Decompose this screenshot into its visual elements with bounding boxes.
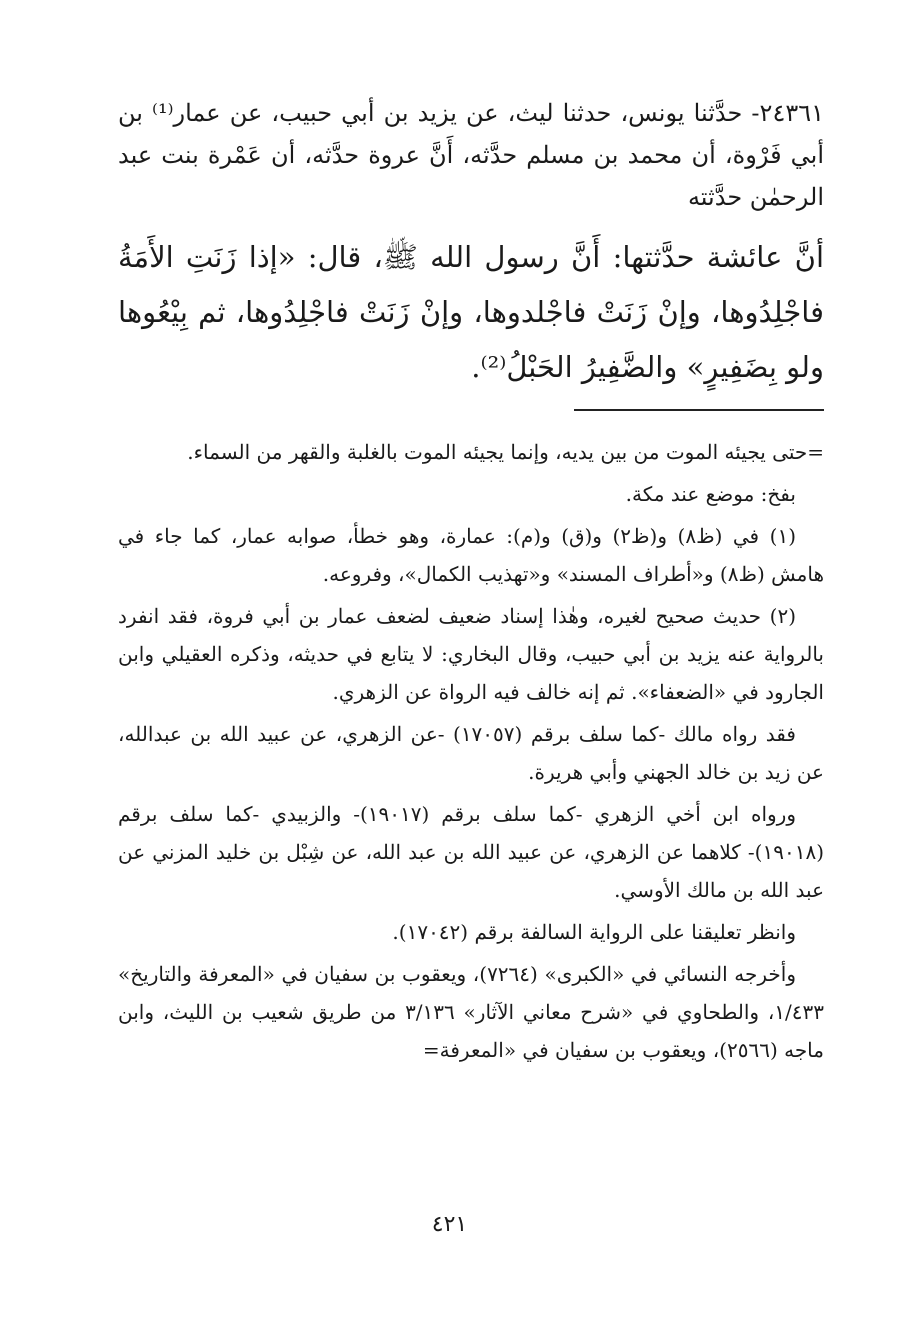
footnote-4: فقد رواه مالك -كما سلف برقم (١٧٠٥٧) -عن الزهري، عن عبيد الله بن عبدالله، عن زيد بن خالد الجهني وأبي هريرة. [118,722,824,784]
footnote-2: (١) في (ظ٨) و(ظ٢) و(ق) و(م): عمارة، وهو خطأ، صوابه عمار، كما جاء في هامش (ظ٨) و«أطراف المسند» و«تهذيب الكمال»، وفروعه. [118,524,824,586]
footnote-7: وأخرجه النسائي في «الكبرى» (٧٢٦٤)، ويعقوب بن سفيان في «المعرفة والتاريخ» ١/٤٣٣، والطحاوي في «شرح معاني الآثار» ٣/١٣٦ من طريق شعيب بن الليث، وابن ماجه (٢٥٦٦)، ويعقوب بن سفيان في «المعرفة= [118,962,825,1062]
page-body [118,92,824,1073]
footnote-5: ورواه ابن أخي الزهري -كما سلف برقم (١٩٠١٧)- والزبيدي -كما سلف برقم (١٩٠١٨)- كلاهما عن الزهري، عن عبيد الله بن عبد الله، عن شِبْل بن خليد المزني عن عبد الله بن مالك الأوسي. [118,802,824,902]
footnote-0: =حتى يجيئه الموت من بين يديه، وإنما يجيئه الموت بالغلبة والقهر من السماء. [187,440,824,464]
footnotes [118,433,824,1069]
footnote-1: بفخ: موضع عند مكة. [625,482,796,506]
hadith-isnad: ٢٤٣٦١- حدَّثنا يونس، حدثنا ليث، عن يزيد بن أبي حبيب، عن عمار⁽¹⁾ بن أبي فَرْوة، أن محمد بن مسلم حدَّثه، أَنَّ عروة حدَّثه، أن عَمْرة بنت عبد الرحمٰن حدَّثته [118,99,824,211]
footnote-separator-wrap [118,395,824,411]
footnote-6: وانظر تعليقنا على الرواية السالفة برقم (١٧٠٤٢). [392,920,796,944]
hadith-matn: أنَّ عائشة حدَّثتها: أَنَّ رسول الله ﷺ، قال: «إذا زَنَتِ الأَمَةُ فاجْلِدُوها، وإنْ زَنَتْ فاجْلدوها، وإنْ زَنَتْ فاجْلِدُوها، ثم بِيْعُوها ولو بِضَفِيرٍ» والضَّفِيرُ الحَبْلُ⁽²⁾. [118,240,824,384]
page-number: ٤٢١ [431,1212,468,1237]
footnote-3: (٢) حديث صحيح لغيره، وهٰذا إسناد ضعيف لضعف عمار بن أبي فروة، فقد انفرد بالرواية عنه يزيد بن أبي حبيب، وقال البخاري: لا يتابع في حديثه، وذكره العقيلي وابن الجارود في «الضعفاء». ثم إنه خالف فيه الرواة عن الزهري. [118,604,824,704]
footnote-separator [574,409,824,411]
